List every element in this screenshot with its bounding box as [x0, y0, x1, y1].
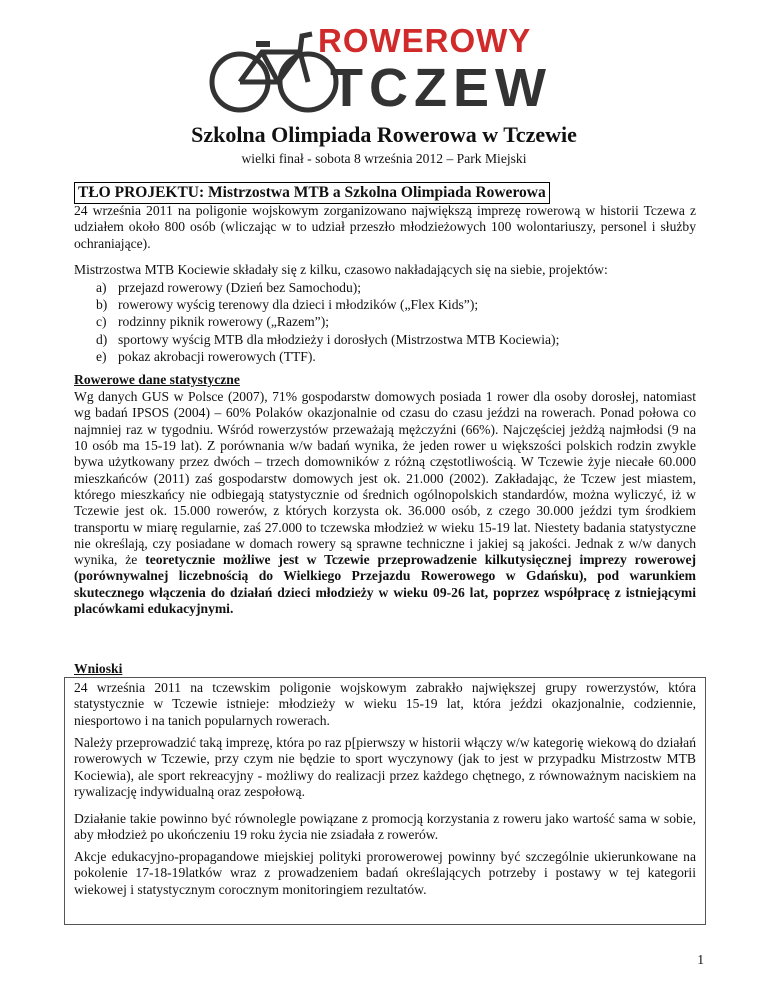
conclusion-4: Akcje edukacyjno-propagandowe miejskiej polityki prorowerowej powinny być szczególnie ukierunkowane na pokolenie 17-18-19latków wraz z prowadzeniem badań określających potrzeby i postawy w tej kategorii wiekowej i statystycznym corocznym monitoringiem rezultatów. — [74, 849, 696, 897]
conclusion-2: Należy przeprowadzić taką imprezę, która po raz p[pierwszy w historii włączy w/w kategorię wiekową do działań rowerowych w Tczewie, przy czym nie będzie to sport wyczynowy (jak to jest w przypadku Mistrzostw MTB Kociewia), ale sport rekreacyjny - możliwy do realizacji przez każdego chętnego, z równoważnym naciskiem na rywalizację indywidualną oraz zespołową. — [74, 735, 696, 799]
projects-intro: Mistrzostwa MTB Kociewie składały się z kilku, czasowo nakładających się na siebie, projektów: — [74, 262, 608, 277]
page-title: Szkolna Olimpiada Rowerowa w Tczewie — [191, 122, 577, 147]
list-item: d) sportowy wyścig MTB dla młodzieży i dorosłych (Mistrzostwa MTB Kociewia); — [96, 331, 560, 347]
logo-line1: ROWEROWY — [318, 22, 532, 59]
conclusions-heading: Wnioski — [74, 661, 123, 676]
logo-line2: TCZEW — [330, 58, 552, 118]
stats-paragraph: Wg danych GUS w Polsce (2007), 71% gospodarstw domowych posiada 1 rower dla osoby dorosłej, natomiast wg badań IPSOS (2004) – 60% Polaków okazjonalnie od czasu do czasu jeździ na rowerach. Ponad połowa co najmniej raz w tygodniu. Wśród rowerzystów przeważają mężczyźni (66%). Najczęściej jeżdżą najmłodsi (9 na 10 osób ma 15-19 lat). Z porównania w/w badań wynika, że jeden rower u większości polskich rodzin zwykle bywa użytkowany przez dwóch – trzech domowników z różną częstotliwością. W Tczewie żyje niecałe 60.000 mieszkańców (2011) zaś gospodarstw domowych jest ok. 21.000 (2002). Zakładając, że Tczew jest miastem, którego mieszkańcy nie odbiegają statystycznie od średnich ogólnopolskich standardów, można wyliczyć, iż w Tczewie jest ok. 15.000 rowerów, z których korzysta ok. 36.000 osób, z czego 30.000 jeździ tym środkiem transportu w miarę regularnie, zaś 27.000 to tczewska młodzież w wieku 15-19 lat. Niestety badania statystyczne nie określają, czy posiadane w domach rowery są sprawne techniczne i jakiej są jakości. Jednak z w/w danych wynika, że teoretycznie możliwe jest w Tczewie przeprowadzenie kilkutysięcznej imprezy rowerowej (porównywalnej liczebnością do Wielkiego Przejazdu Rowerowego w Gdańsku), pod warunkiem skutecznego włączenia do działań dzieci młodzieży w wieku 09-26 lat, poprzez współpracę z istniejącymi placówkami edukacyjnymi. — [74, 389, 697, 617]
list-item: b) rowerowy wyścig terenowy dla dzieci i młodzików („Flex Kids”); — [96, 297, 479, 313]
stats-heading: Rowerowe dane statystyczne — [74, 372, 240, 387]
list-item: e) pokaz akrobacji rowerowych (TTF). — [96, 348, 316, 364]
page-number: 1 — [697, 952, 704, 967]
intro-paragraph: 24 września 2011 na poligonie wojskowym zorganizowano największą imprezę rowerową w historii Tczewa z udziałem około 800 osób (wliczając w to udział przeszło młodzieżowych 100 wolontariuszy, personel i służby ochraniające). — [74, 203, 696, 251]
stats-bold-conclusion: teoretycznie możliwe jest w Tczewie przeprowadzenie kilkutysięcznej imprezy rowerowej (porównywalnej liczebnością do Wielkiego Przejazdu Rowerowego w Gdańsku), pod warunkiem skutecznego włączenia do działań dzieci młodzieży w wieku 09-26 lat, poprzez współpracę z istniejącymi placówkami edukacyjnymi. — [74, 552, 697, 617]
rowerowy-tczew-logo — [200, 22, 570, 118]
projects-list — [96, 280, 559, 366]
conclusion-1: 24 września 2011 na tczewskim poligonie wojskowym zabrakło największej grupy rowerzystów, która statystycznie w Tczewie istnieje: młodzieży w wieku 15-19 lat, która jeździ okazjonalnie, codziennie, niesportowo i na tanich popularnych rowerach. — [74, 680, 696, 728]
page-subtitle: wielki finał - sobota 8 września 2012 – Park Miejski — [241, 151, 527, 166]
section-heading: TŁO PROJEKTU: Mistrzostwa MTB a Szkolna Olimpiada Rowerowa — [74, 182, 550, 204]
list-item: c) rodzinny piknik rowerowy („Razem”); — [96, 314, 330, 330]
conclusion-3: Działanie takie powinno być równolegle powiązane z promocją korzystania z roweru jako wartość sama w sobie, aby młodzież po ukończeniu 19 roku życia nie zsiadała z rowerów. — [74, 811, 696, 843]
list-item: a) przejazd rowerowy (Dzień bez Samochodu); — [96, 280, 362, 295]
